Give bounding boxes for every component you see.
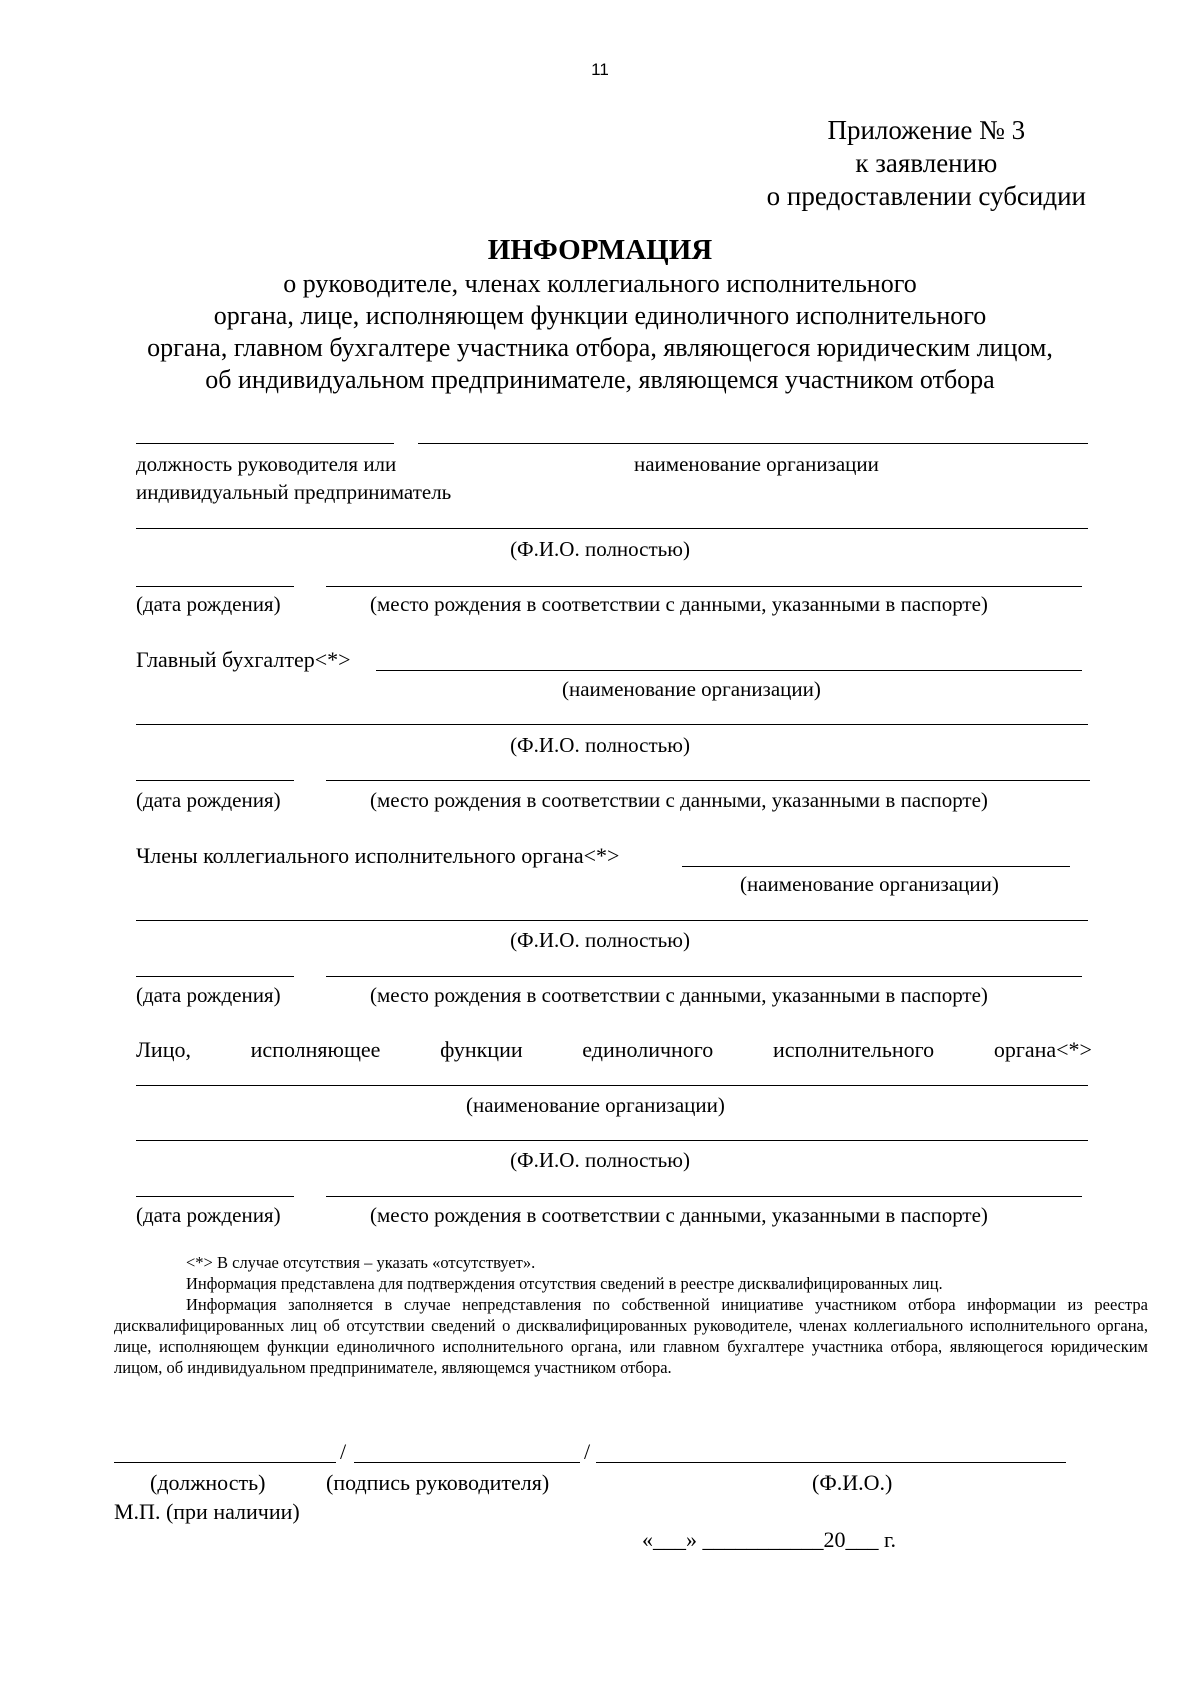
board-members-fullname-field[interactable] (136, 920, 1088, 921)
sole-executive-word-5: исполнительного (772, 1037, 935, 1062)
sole-executive-word-3: функции (440, 1037, 523, 1062)
chief-accountant-label: Главный бухгалтер<*> (136, 647, 351, 672)
sole-executive-birth-place-field[interactable] (326, 1196, 1082, 1197)
appendix-line-3: о предоставлении субсидии (766, 181, 1086, 211)
head-position-field[interactable] (136, 443, 394, 444)
head-birth-place-label: (место рождения в соответствии с данными, указанными в паспорте) (370, 592, 988, 616)
chief-accountant-org-field[interactable] (376, 670, 1082, 671)
chief-accountant-fullname-label: (Ф.И.О. полностью) (510, 733, 690, 757)
chief-accountant-org-label: (наименование организации) (562, 677, 821, 701)
signature-position-label: (должность) (150, 1470, 266, 1495)
sole-executive-word-6: органа<*> (993, 1037, 1092, 1062)
signature-sign-label: (подпись руководителя) (326, 1470, 550, 1495)
org-name-label: наименование организации (634, 452, 879, 476)
page-number: 11 (591, 60, 609, 79)
note-filling: Информация заполняется в случае непредставления по собственной инициативе участником отбора информации из реестра дисквалифицированных лиц об отсутствии сведений о дисквалифицированных руководителе, членах коллегиального исполнительного органа, лице, исполняющем функции единоличного исполнительного органа, или главном бухгалтере участника отбора, являющегося юридическим лицом, об индивидуальном предпринимателе, являющемся участником отбора. (114, 1295, 1148, 1377)
appendix-line-1: Приложение № 3 (827, 115, 1026, 145)
board-members-birth-place-field[interactable] (326, 976, 1082, 977)
sole-executive-fullname-label: (Ф.И.О. полностью) (510, 1148, 690, 1172)
appendix-line-2: к заявлению (855, 148, 998, 178)
note-purpose: Информация представлена для подтверждения отсутствия сведений в реестре дисквалифицированных лиц. (186, 1274, 943, 1293)
board-members-birth-place-label: (место рождения в соответствии с данными, указанными в паспорте) (370, 983, 988, 1007)
board-members-label: Члены коллегиального исполнительного органа<*> (136, 843, 620, 868)
date-field[interactable]: «___» ___________20___ г. (642, 1527, 897, 1552)
sole-executive-fullname-field[interactable] (136, 1140, 1088, 1141)
footnotes (114, 1252, 1148, 1378)
signature-fio-label: (Ф.И.О.) (812, 1470, 893, 1495)
head-birth-place-field[interactable] (326, 586, 1082, 587)
appendix-heading (767, 114, 1086, 213)
chief-accountant-birth-place-label: (место рождения в соответствии с данными, указанными в паспорте) (370, 788, 988, 812)
subtitle-line-4: об индивидуальном предпринимателе, являющемся участником отбора (205, 365, 995, 394)
chief-accountant-birth-place-field[interactable] (326, 780, 1090, 781)
sole-executive-word-4: единоличного (582, 1037, 714, 1062)
subtitle-line-1: о руководителе, членах коллегиального исполнительного (283, 269, 917, 298)
head-fullname-label: (Ф.И.О. полностью) (510, 537, 690, 561)
sole-executive-org-label: (наименование организации) (466, 1093, 725, 1117)
document-title: ИНФОРМАЦИЯ (487, 234, 713, 266)
board-members-fullname-label: (Ф.И.О. полностью) (510, 928, 690, 952)
org-name-field[interactable] (418, 443, 1088, 444)
board-members-birth-date-label: (дата рождения) (136, 983, 281, 1007)
subtitle-line-3: органа, главном бухгалтере участника отбора, являющегося юридическим лицом, (147, 333, 1053, 362)
sole-executive-birth-date-label: (дата рождения) (136, 1203, 281, 1227)
sole-executive-org-field[interactable] (136, 1085, 1088, 1086)
sole-executive-birth-place-label: (место рождения в соответствии с данными, указанными в паспорте) (370, 1203, 988, 1227)
sole-executive-birth-date-field[interactable] (136, 1196, 294, 1197)
sole-executive-word-1: Лицо, (136, 1037, 191, 1062)
signature-fio-field[interactable] (596, 1462, 1066, 1463)
head-birth-date-field[interactable] (136, 586, 294, 587)
individual-entrepreneur-label: индивидуальный предприниматель (136, 480, 452, 504)
separator-slash: / (340, 1439, 347, 1464)
chief-accountant-birth-date-field[interactable] (136, 780, 294, 781)
board-members-org-label: (наименование организации) (740, 872, 999, 896)
chief-accountant-fullname-field[interactable] (136, 724, 1088, 725)
note-asterisk: <*> В случае отсутствия – указать «отсутствует». (186, 1253, 536, 1272)
sole-executive-label (136, 1036, 1092, 1064)
signature-position-field[interactable] (114, 1462, 336, 1463)
sole-executive-word-2: исполняющее (250, 1037, 381, 1062)
chief-accountant-birth-date-label: (дата рождения) (136, 788, 281, 812)
document-subtitle (0, 268, 1200, 396)
board-members-org-field[interactable] (682, 866, 1070, 867)
head-position-label: должность руководителя или (136, 452, 397, 476)
seal-label: М.П. (при наличии) (114, 1499, 300, 1524)
subtitle-line-2: органа, лице, исполняющем функции единоличного исполнительного (213, 301, 987, 330)
separator-slash: / (584, 1439, 591, 1464)
head-fullname-field[interactable] (136, 528, 1088, 529)
head-birth-date-label: (дата рождения) (136, 592, 281, 616)
signature-sign-field[interactable] (354, 1462, 580, 1463)
board-members-birth-date-field[interactable] (136, 976, 294, 977)
